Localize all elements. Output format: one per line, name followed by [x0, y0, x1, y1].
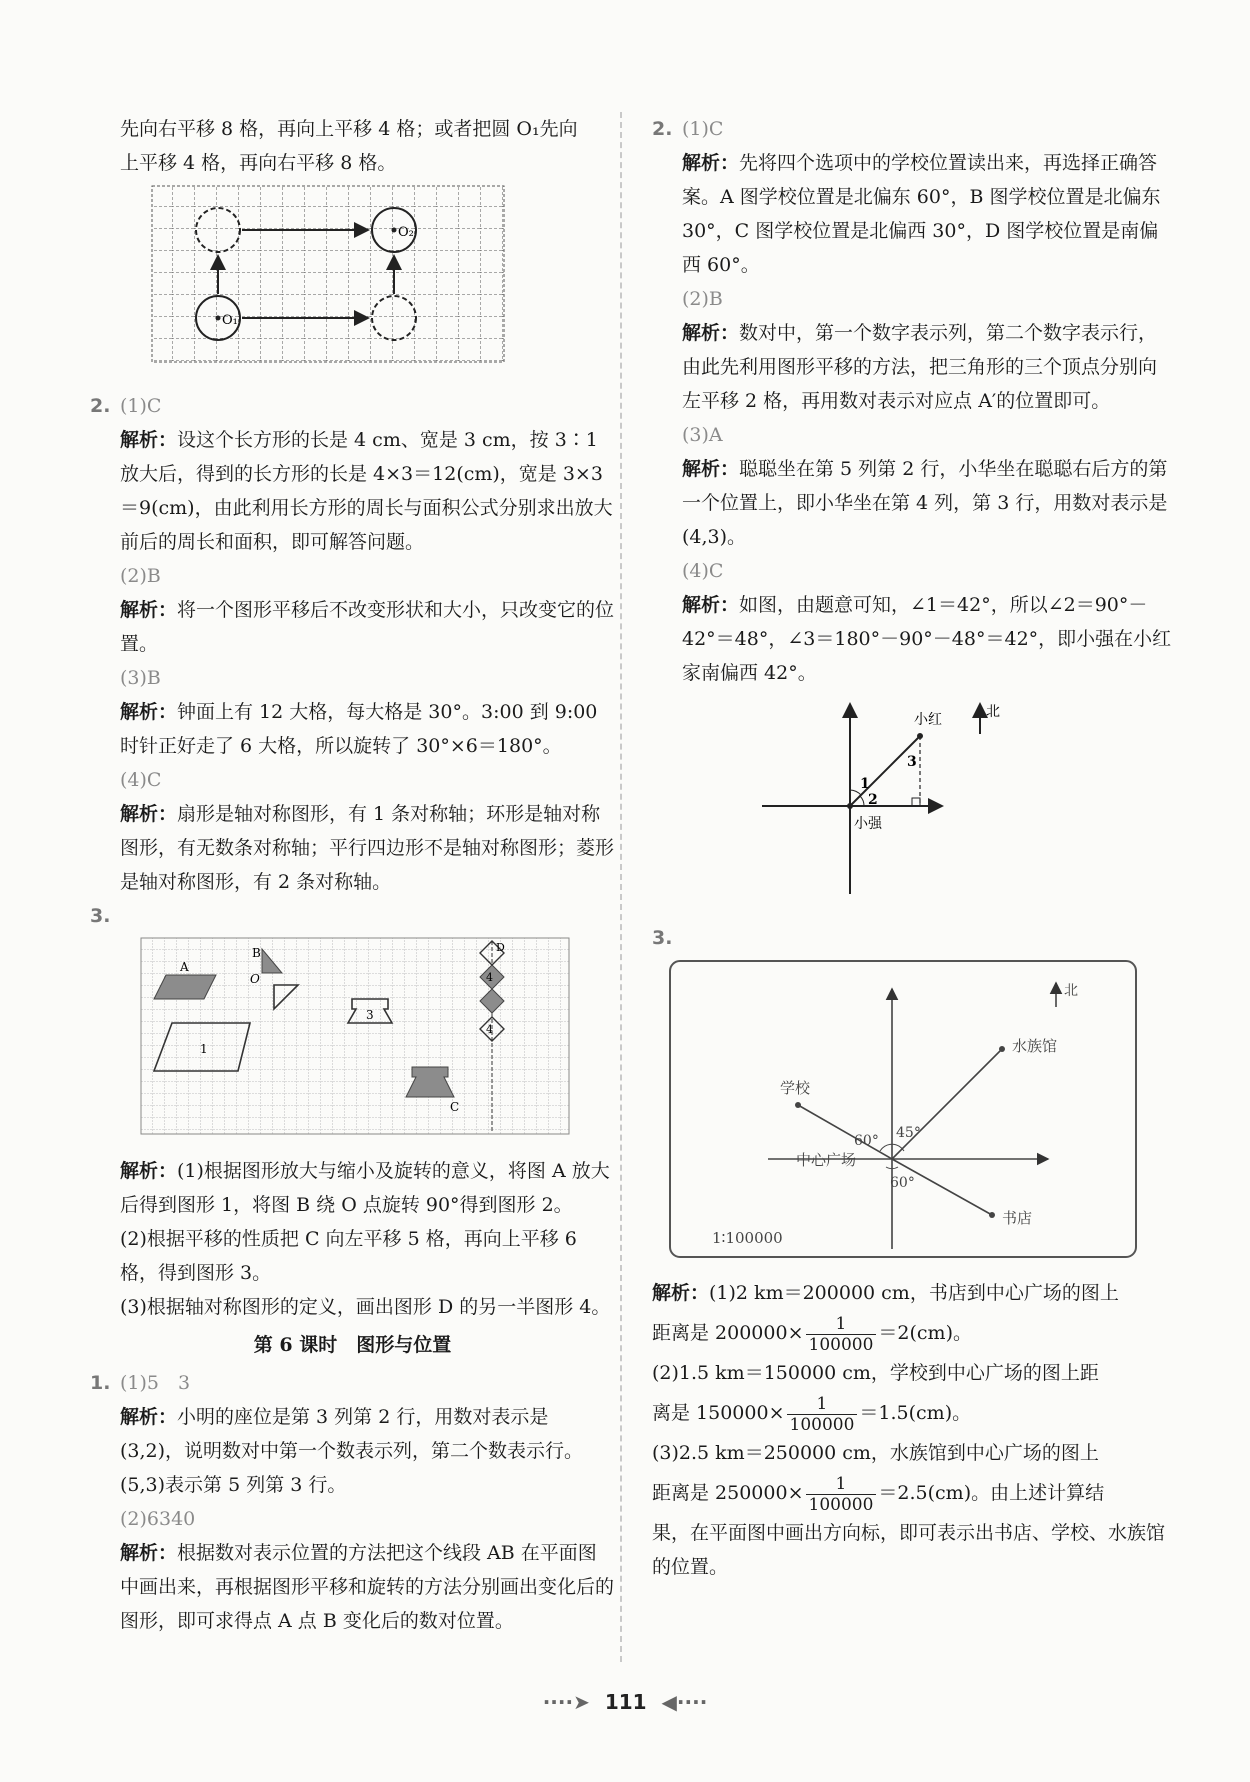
rq2-part1-analysis: 解析：先将四个选项中的学校位置读出来，再选择正确答案。A 图学校位置是北偏东 60°，B 图学校位置是北偏东 30°，C 图学校位置是北偏西 30°，D 图学校位置是南偏西 60°。 — [682, 152, 1161, 276]
rq3-number: 3. — [652, 927, 673, 949]
fraction: $\frac{1}{100000}$ — [806, 1474, 877, 1515]
fraction: $\frac{1}{100000}$ — [806, 1314, 877, 1355]
label-center: 中心广场 — [796, 1151, 857, 1169]
q2-part2-analysis: 解析：将一个图形平移后不改变形状和大小，只改变它的位置。 — [120, 599, 615, 655]
q2-part4-answer: (4)C — [120, 769, 162, 791]
label-1: 1 — [200, 1042, 208, 1056]
q2-part3-answer: (3)B — [120, 667, 161, 689]
label-3: 3 — [366, 1008, 374, 1022]
shapes-figure — [90, 937, 615, 1148]
map-scale: 1∶100000 — [712, 1229, 783, 1247]
rq3-step1: 解析：(1)2 km＝200000 cm，书店到中心广场的图上 — [652, 1282, 1119, 1304]
north-label: 北 — [986, 704, 1000, 720]
label-4b: 4 — [486, 1023, 493, 1036]
left-arrow-icon: ◀···· — [661, 1690, 708, 1714]
map-north-label: 北 — [1064, 983, 1078, 999]
map-frame — [670, 961, 1136, 1257]
label-4: 4 — [486, 971, 493, 984]
q3-analysis-3: (3)根据轴对称图形的定义，画出图形 D 的另一半图形 4。 — [120, 1296, 611, 1318]
label-b: B — [252, 946, 261, 960]
circle-grid-svg — [150, 184, 510, 372]
rq2-part4-analysis: 解析：如图，由题意可知，∠1＝42°，所以∠2＝90°－42°＝48°，∠3＝180°－90°－48°＝42°，即小强在小红家南偏西 42°。 — [682, 594, 1172, 684]
column-divider — [620, 112, 622, 1662]
left-column — [90, 112, 615, 1638]
rq3-step2: (2)1.5 km＝150000 cm，学校到中心广场的图上距 — [652, 1362, 1099, 1384]
rq3-step3-eq: 距离是 250000× $\frac{1}{100000}$ ＝2.5(cm)。由上述计算结 — [652, 1473, 1105, 1515]
label-c: C — [450, 1100, 460, 1114]
rq2-part3-analysis: 解析：聪聪坐在第 5 列第 2 行，小华坐在聪聪右后方的第一个位置上，即小华坐在第 4 列，第 3 行，用数对表示是(4,3)。 — [682, 458, 1168, 548]
angle-60a: 60° — [854, 1133, 879, 1149]
q1-part1-analysis: 解析：小明的座位是第 3 列第 2 行，用数对表示是 (3,2)，说明数对中第一个数表示列，第二个数表示行。(5,3)表示第 5 列第 3 行。 — [120, 1406, 584, 1496]
label-d: D — [496, 941, 505, 954]
label-a: A — [180, 960, 189, 974]
rq2-part2-answer: (2)B — [682, 288, 723, 310]
q1-part2-answer: (2)6340 — [120, 1508, 196, 1530]
angle-45: 45° — [896, 1125, 921, 1141]
rq2-part4-answer: (4)C — [682, 560, 724, 582]
rq2-part3-answer: (3)A — [682, 424, 723, 446]
angle-60b: 60° — [890, 1175, 915, 1191]
label-xiaohong: 小红 — [914, 712, 942, 728]
intro-line: 上平移 4 格，再向右平移 8 格。 — [120, 152, 397, 174]
page-number: 111 — [604, 1690, 647, 1714]
q3-number: 3. — [90, 905, 111, 927]
q2-part4-analysis: 解析：扇形是轴对称图形，有 1 条对称轴；环形是轴对称图形，有无数条对称轴；平行四边形不是轴对称图形；菱形是轴对称图形，有 2 条对称轴。 — [120, 803, 615, 893]
q2-part3-analysis: 解析：钟面上有 12 大格，每大格是 30°。3:00 到 9:00 时针正好走了 6 大格，所以旋转了 30°×6＝180°。 — [120, 701, 598, 757]
label-o1: O₁ — [222, 313, 238, 328]
label-o: O — [250, 972, 260, 986]
rq2-part2-analysis: 解析：数对中，第一个数字表示列，第二个数字表示行，由此先利用图形平移的方法，把三角形的三个顶点分别向左平移 2 格，再用数对表示对应点 A′的位置即可。 — [682, 322, 1158, 412]
right-column — [652, 112, 1172, 1584]
fraction: $\frac{1}{100000}$ — [787, 1394, 858, 1435]
translation-figure — [90, 184, 615, 383]
q1-part1-answer: 1. (1)5 3 — [90, 1372, 191, 1394]
shape-c — [406, 1067, 454, 1097]
q2-part1-answer: 2. (1)C — [90, 395, 162, 417]
label-bookstore: 书店 — [1002, 1209, 1033, 1227]
label-o2: O₂ — [398, 225, 414, 240]
angle-2: 2 — [868, 792, 878, 808]
rq2-part1-answer: 2. (1)C — [652, 118, 724, 140]
lesson-title: 第 6 课时 图形与位置 — [253, 1334, 452, 1356]
rq3-step1-eq: 距离是 200000× $\frac{1}{100000}$ ＝2(cm)。 — [652, 1313, 972, 1355]
angle-svg — [752, 694, 1052, 904]
rq3-step2-eq: 离是 150000× $\frac{1}{100000}$ ＝1.5(cm)。 — [652, 1393, 972, 1435]
map-figure — [652, 959, 1172, 1270]
q2-part2-answer: (2)B — [120, 565, 161, 587]
q3-analysis: 解析：(1)根据图形放大与缩小及旋转的意义，将图 A 放大后得到图形 1，将图 B 绕 O 点旋转 90°得到图形 2。 — [120, 1160, 610, 1216]
angle-3: 3 — [907, 754, 917, 770]
angle-figure — [652, 694, 1172, 915]
label-school: 学校 — [780, 1079, 811, 1097]
shapes-grid-svg — [140, 937, 570, 1137]
rq3-step3: (3)2.5 km＝250000 cm，水族馆到中心广场的图上 — [652, 1442, 1099, 1464]
rq3-step3-conclusion: 果，在平面图中画出方向标，即可表示出书店、学校、水族馆的位置。 — [652, 1522, 1166, 1578]
page-footer — [0, 1690, 1250, 1714]
q1-part2-analysis: 解析：根据数对表示位置的方法把这个线段 AB 在平面图中画出来，再根据图形平移和旋转的方法分别画出变化后的图形，即可求得点 A 点 B 变化后的数对位置。 — [120, 1542, 615, 1632]
label-xiaoqiang: 小强 — [854, 816, 882, 832]
intro-line: 先向右平移 8 格，再向上平移 4 格；或者把圆 O₁先向 — [120, 118, 578, 140]
map-svg — [668, 959, 1138, 1259]
right-arrow-icon: ····➤ — [542, 1690, 590, 1714]
angle-1: 1 — [860, 776, 870, 792]
q2-part1-analysis: 解析：设这个长方形的长是 4 cm、宽是 3 cm，按 3∶1 放大后，得到的长方形的长是 4×3＝12(cm)，宽是 3×3＝9(cm)，由此利用长方形的周长与面积公式分别求出放大前后的周长和面积，即可解答问题。 — [120, 429, 613, 553]
q3-analysis-2: (2)根据平移的性质把 C 向左平移 5 格，再向上平移 6 格，得到图形 3。 — [120, 1228, 577, 1284]
label-aquarium: 水族馆 — [1012, 1037, 1058, 1055]
